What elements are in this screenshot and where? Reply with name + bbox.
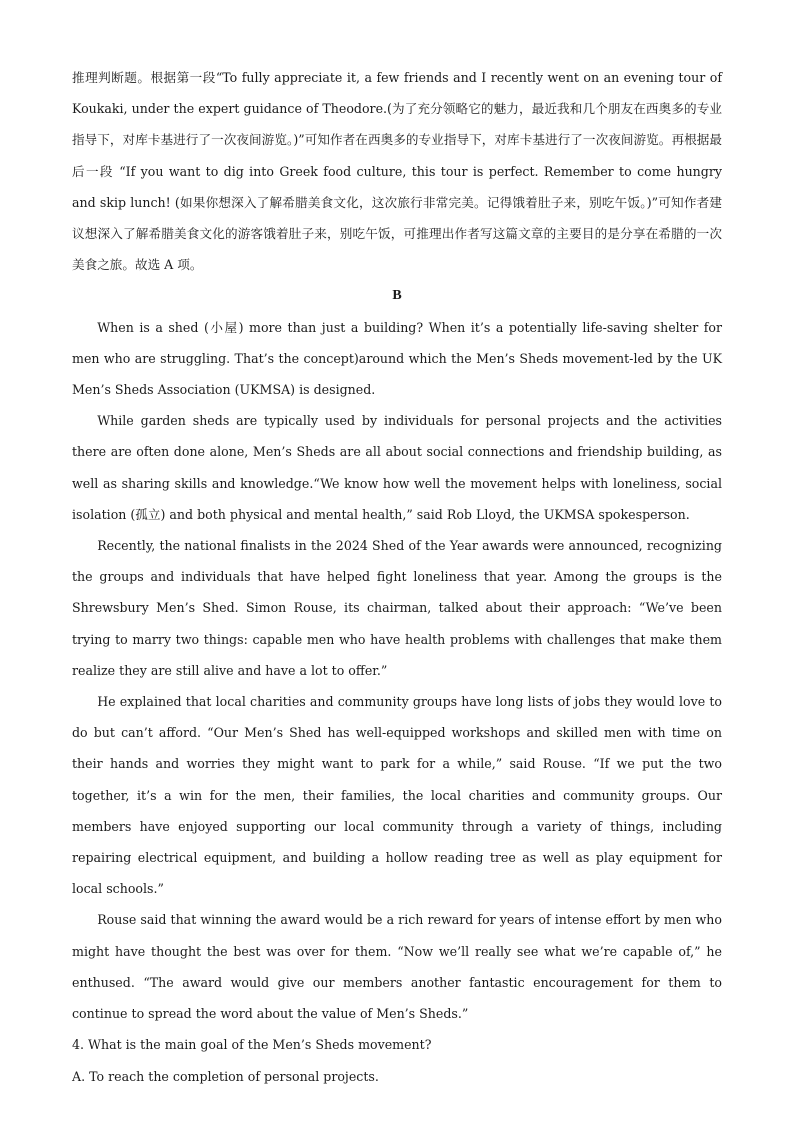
passage-paragraph-2: While garden sheds are typically used by individuals for personal projects and the activities there are often done alone, Men’s Sheds are all about social connections and friendship building, as well as sharing skills and knowledge.“We know how well the movement helps with loneliness, social isolation (孤立) and both physical and mental health,” said Rob Lloyd, the UKMSA spokesperson. (72, 413, 722, 522)
passage-paragraph-3: Recently, the national finalists in the 2024 Shed of the Year awards were announced, recognizing the groups and individuals that have helped fight loneliness that year. Among the groups is the Shrewsbury Men’s Shed. Simon Rouse, its chairman, talked about their approach: “We’ve been trying to marry two things: capable men who have health problems with challenges that make them realize they are still alive and have a lot to offer.” (72, 538, 722, 678)
passage-paragraph-4: He explained that local charities and community groups have long lists of jobs they would love to do but can’t afford. “Our Men’s Shed has well-equipped workshops and skilled men with time on their hands and worries they might want to park for a while,” said Rouse. “If we put the two together, it’s a win for the men, their families, the local charities and community groups. Our members have enjoyed supporting our local community through a variety of things, including repairing electrical equipment, and building a hollow reading tree as well as play equipment for local schools.” (72, 694, 722, 897)
document-page (72, 62, 722, 1092)
passage-paragraph-5: Rouse said that winning the award would be a rich reward for years of intense effort by men who might have thought the best was over for them. “Now we’ll really see what we’re capable of,” he enthused. “The award would give our members another fantastic encouragement for them to continue to spread the word about the value of Men’s Sheds.” (72, 912, 722, 1022)
section-title: B (392, 288, 402, 304)
question-4: 4. What is the main goal of the Men’s Sheds movement? (72, 1037, 432, 1053)
passage-paragraph-1: When is a shed (小屋) more than just a building? When it’s a potentially life-saving shelter for men who are struggling. That’s the concept)around which the Men’s Sheds movement-led by the UK Men’s Sheds Association (UKMSA) is designed. (72, 319, 722, 398)
option-a: A. To reach the completion of personal projects. (72, 1068, 379, 1084)
answer-explanation: 推理判断题。根据第一段“To fully appreciate it, a few friends and I recently went on an evening tour of Koukaki, under the expert guidance of Theodore.(为了充分领略它的魅力，最近我和几个朋友在西奥多的专业指导下，对库卡基进行了一次夜间游览。)”可知作者在西奥多的专业指导下，对库卡基进行了一次夜间游览。再根据最后一段 “If you want to dig into Greek food culture, this tour is perfect. Remember to come hungry and skip lunch! (如果你想深入了解希腊美食文化，这次旅行非常完美。记得饿着肚子来，别吃午饭。)”可知作者建议想深入了解希腊美食文化的游客饿着肚子来，别吃午饭，可推理出作者写这篇文章的主要目的是分享在希腊的一次美食之旅。故选 A 项。 (72, 70, 722, 273)
